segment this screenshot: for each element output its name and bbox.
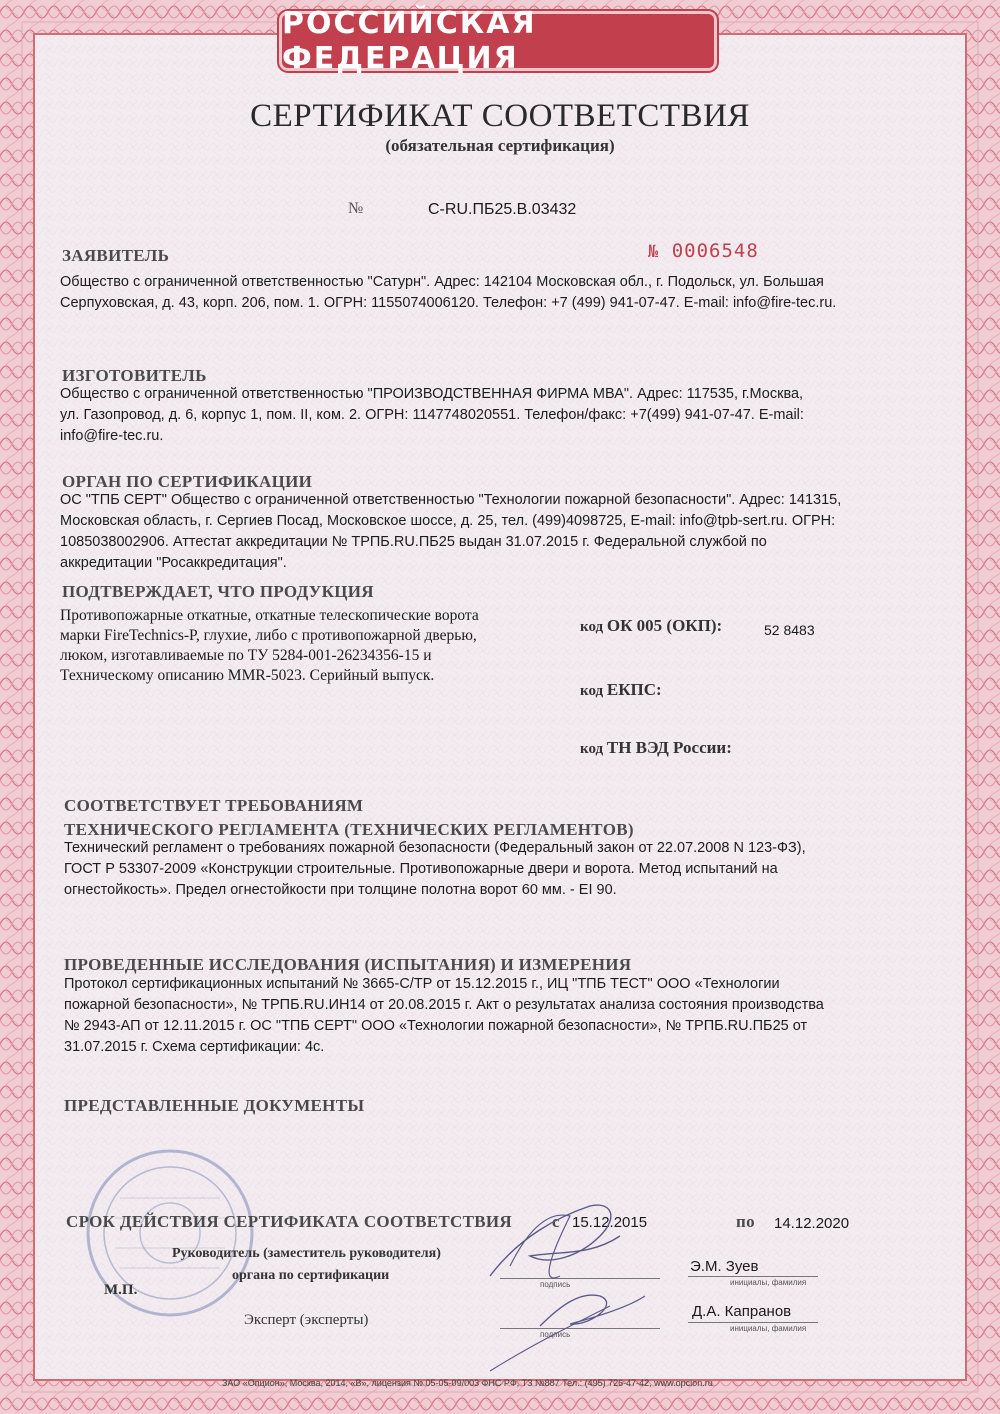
tests-heading: ПРОВЕДЕННЫЕ ИССЛЕДОВАНИЯ (ИСПЫТАНИЯ) И ИЗМЕРЕНИЯ — [64, 955, 632, 974]
expert-signature-caption: подпись — [540, 1330, 571, 1339]
certification-body-line: 1085038002906. Аттестат аккредитации № ТРПБ.RU.ПБ25 выдан 31.07.2015 г. Федеральной службой по — [60, 534, 767, 550]
validity-from-date: 15.12.2015 — [572, 1214, 648, 1231]
handwritten-signatures — [470, 1196, 670, 1376]
validity-heading: СРОК ДЕЙСТВИЯ СЕРТИФИКАТА СООТВЕТСТВИЯ — [66, 1212, 512, 1231]
printer-footer: ЗАО «Опцион», Москва, 2014, «В», лицензия № 05-05-09/003 ФНС РФ, ТЗ №887 Тел.: (495) 726-47-42, www.opcion.ru — [222, 1378, 713, 1388]
regulations-heading: ТЕХНИЧЕСКОГО РЕГЛАМЕНТА (ТЕХНИЧЕСКИХ РЕГЛАМЕНТОВ) — [64, 820, 634, 839]
manufacturer-text — [60, 384, 940, 447]
manufacturer-line: ул. Газопровод, д. 6, корпус 1, пом. II, ком. 2. ОГРН: 1147748020551. Телефон/факс: +7(499) 941-07-47. E-mail: — [60, 407, 804, 423]
document-title: СЕРТИФИКАТ СООТВЕТСТВИЯ — [250, 98, 750, 134]
okp-code-name: ОК 005 (ОКП): — [606, 616, 723, 635]
product-line: Противопожарные откатные, откатные телескопические ворота — [60, 607, 479, 624]
product-heading: ПОДТВЕРЖДАЕТ, ЧТО ПРОДУКЦИЯ — [62, 582, 374, 601]
product-line: Техническому описанию MMR-5023. Серийный выпуск. — [60, 667, 435, 684]
manufacturer-line: Общество с ограниченной ответственностью "ПРОИЗВОДСТВЕННАЯ ФИРМА МВА". Адрес: 117535, г.Москва, — [60, 386, 804, 402]
tests-line: № 2943-АП от 12.11.2015 г. ОС "ТПБ СЕРТ" ООО «Технологии пожарной безопасности», № ТРПБ.RU.ПБ25 от — [64, 1018, 808, 1034]
expert-name-caption: инициалы, фамилия — [730, 1324, 807, 1333]
product-line: марки FireTechnics-P, глухие, либо с противопожарной дверью, — [60, 627, 477, 644]
tests-line: Протокол сертификационных испытаний № 3665-С/ТР от 15.12.2015 г., ИЦ "ТПБ ТЕСТ" ООО «Технологии — [64, 976, 780, 992]
expert-name: Д.А. Капранов — [692, 1303, 792, 1320]
expert-label: Эксперт (эксперты) — [244, 1312, 369, 1328]
serial-number — [648, 240, 759, 262]
tests-line: 31.07.2015 г. Схема сертификации: 4с. — [64, 1039, 325, 1055]
tests-line: пожарной безопасности», № ТРПБ.RU.ИН14 от 20.08.2015 г. Акт о результатах анализа состояния производства — [64, 997, 824, 1013]
ekps-code-prefix: код — [580, 683, 604, 699]
head-name: Э.М. Зуев — [690, 1258, 759, 1275]
okp-code-label — [580, 616, 722, 636]
requirements-line: огнестойкость». Предел огнестойкости при толщине полотна ворот 60 мм. - EI 90. — [64, 882, 617, 898]
head-name-line — [688, 1276, 818, 1277]
stamp-place-label: М.П. — [104, 1282, 138, 1298]
validity-from-label: с — [552, 1212, 560, 1231]
validity-to-label: по — [736, 1212, 755, 1231]
requirements-line: Технический регламент о требованиях пожарной безопасности (Федеральный закон от 22.07.2008 N 123-ФЗ), — [64, 840, 806, 856]
product-line: люком, изготавливаемые по ТУ 5284-001-26234356-15 и — [60, 647, 432, 664]
certification-body-line: ОС "ТПБ СЕРТ" Общество с ограниченной ответственностью "Технологии пожарной безопасности". Адрес: 141315, — [60, 492, 842, 508]
round-seal-stamp — [80, 1138, 260, 1328]
head-label-1: Руководитель (заместитель руководителя) — [172, 1246, 441, 1261]
applicant-line: Серпуховская, д. 43, корп. 206, пом. 1. ОГРН: 1155074006120. Телефон: +7 (499) 941-07-47. E-mail: info@fire-tec.ru. — [60, 295, 837, 311]
ekps-code-name: ЕКПС: — [606, 680, 662, 699]
okp-code-value: 52 8483 — [764, 622, 815, 638]
tnved-code-prefix: код — [580, 741, 604, 757]
manufacturer-heading: ИЗГОТОВИТЕЛЬ — [62, 366, 207, 385]
document-subtitle: (обязательная сертификация) — [385, 136, 615, 155]
certification-body-heading: ОРГАН ПО СЕРТИФИКАЦИИ — [62, 472, 313, 491]
tests-text — [64, 974, 944, 1058]
requirements-heading: СООТВЕТСТВУЕТ ТРЕБОВАНИЯМ — [64, 796, 364, 815]
applicant-text — [60, 272, 940, 314]
tnved-code-label — [580, 738, 732, 758]
certification-body-line: Московская область, г. Сергиев Посад, Московское шоссе, д. 25, тел. (499)4098725, E-mail: info@tpb-sert.ru. ОГРН: — [60, 513, 836, 529]
head-signature-caption: подпись — [540, 1280, 571, 1289]
requirements-line: ГОСТ Р 53307-2009 «Конструкции строительные. Противопожарные двери и ворота. Метод испытаний на — [64, 861, 778, 877]
head-name-caption: инициалы, фамилия — [730, 1278, 807, 1287]
serial-value: 0006548 — [671, 240, 759, 262]
applicant-heading: ЗАЯВИТЕЛЬ — [62, 246, 170, 265]
certification-body-text — [60, 490, 940, 574]
certificate-number: С-RU.ПБ25.В.03432 — [428, 201, 577, 218]
documents-heading: ПРЕДСТАВЛЕННЫЕ ДОКУМЕНТЫ — [64, 1096, 365, 1115]
certification-body-line: аккредитации "Росаккредитация". — [60, 555, 287, 571]
applicant-line: Общество с ограниченной ответственностью "Сатурн". Адрес: 142104 Московская обл., г. Подольск, ул. Большая — [60, 274, 824, 290]
expert-name-line — [688, 1322, 818, 1323]
ekps-code-label — [580, 680, 662, 700]
head-label-2: органа по сертификации — [232, 1268, 390, 1283]
certificate-number-label: № — [348, 200, 364, 217]
product-text — [60, 606, 560, 686]
validity-to-date: 14.12.2020 — [774, 1215, 850, 1232]
tnved-code-name: ТН ВЭД России: — [606, 738, 732, 757]
okp-code-prefix: код — [580, 619, 604, 635]
serial-prefix: № — [648, 242, 660, 262]
requirements-text — [64, 838, 944, 901]
manufacturer-line: info@fire-tec.ru. — [60, 428, 164, 444]
country-banner: РОССИЙСКАЯ ФЕДЕРАЦИЯ — [282, 14, 714, 68]
